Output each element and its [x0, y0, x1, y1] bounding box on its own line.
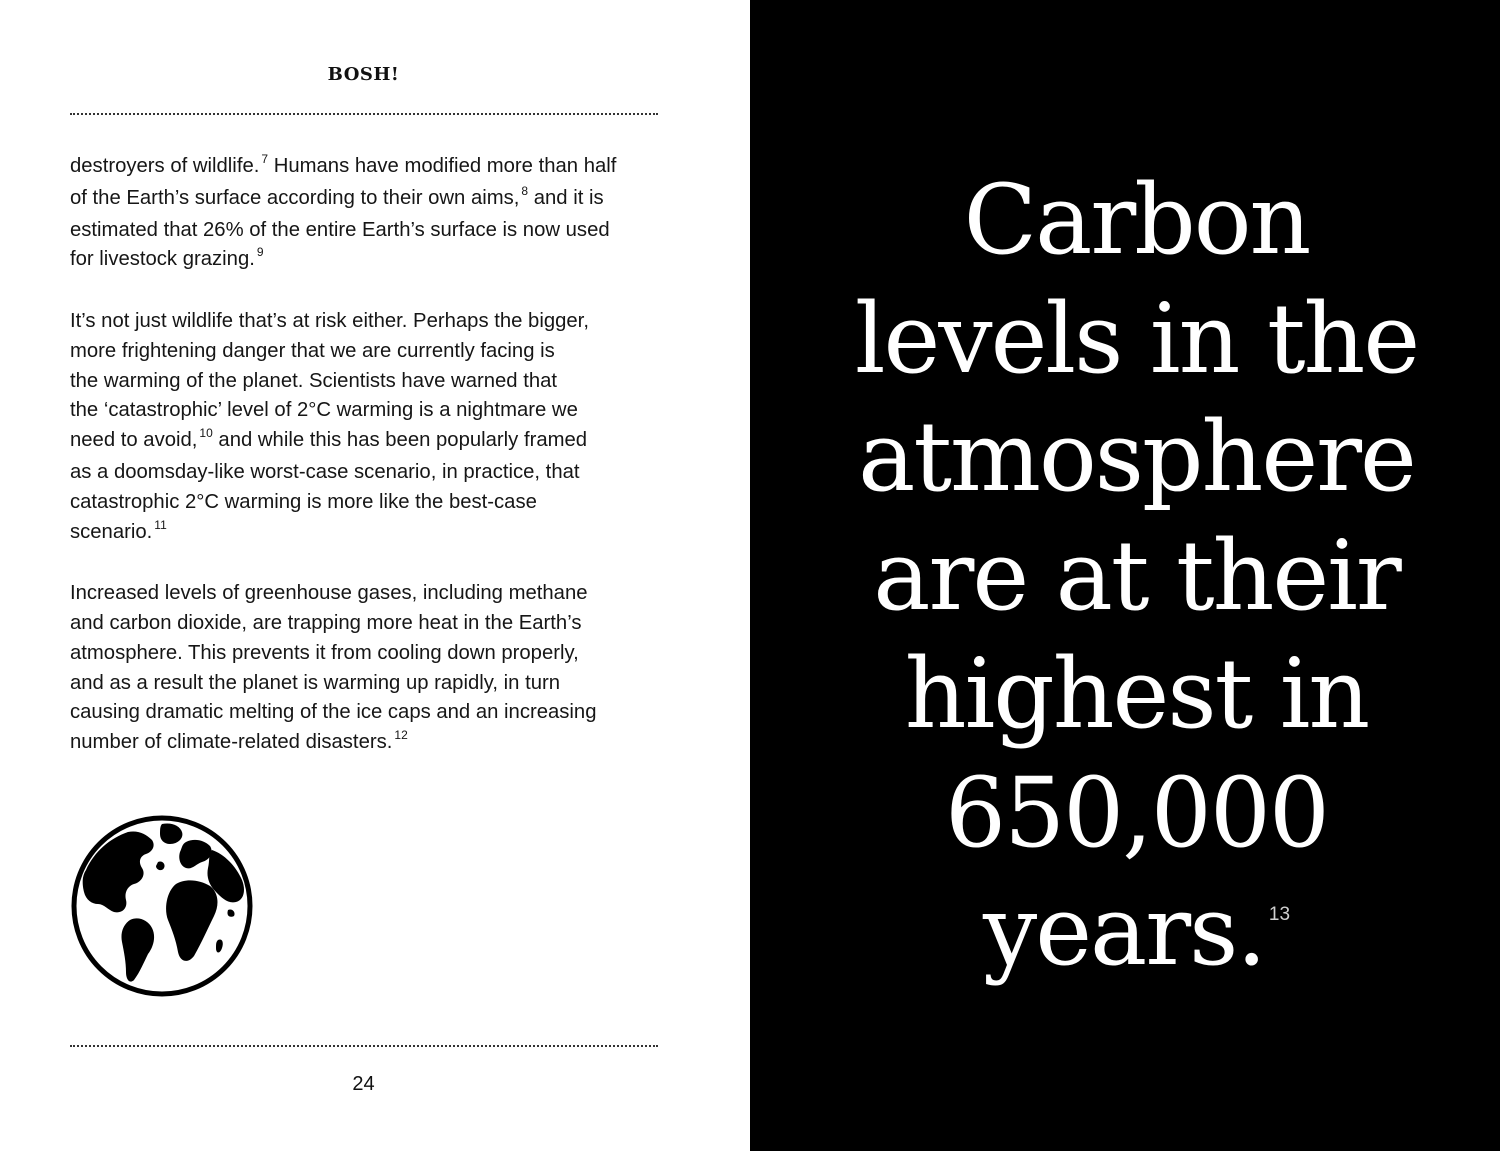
quote-last-line — [750, 872, 1500, 1019]
page-number: 24 — [352, 1073, 375, 1095]
line-text: Increased levels of greenhouse gases, including methane — [70, 582, 588, 605]
footnote-marker: 12 — [394, 728, 408, 743]
globe-icon — [68, 812, 256, 1000]
line-text: catastrophic 2°C warming is more like the best-case — [70, 490, 537, 513]
text-line — [70, 728, 670, 760]
text-line — [70, 396, 670, 426]
line-text: scenario. — [70, 520, 153, 543]
right-page — [750, 0, 1500, 1151]
footnote-marker: 9 — [256, 245, 264, 260]
text-line — [70, 367, 670, 397]
body-text — [70, 152, 670, 790]
text-line — [70, 337, 670, 367]
quote-line: Carbon — [963, 164, 1310, 276]
text-line — [70, 307, 670, 337]
text-line — [70, 518, 670, 550]
line-text: estimated that 26% of the entire Earth’s surface is now used — [70, 218, 610, 241]
pull-quote — [750, 161, 1500, 1019]
footnote-marker: 8 — [521, 183, 529, 198]
line-text: more frightening danger that we are currently facing is — [70, 339, 555, 362]
line-text: and carbon dioxide, are trapping more heat in the Earth’s — [70, 611, 582, 634]
line-text: for livestock grazing. — [70, 248, 255, 271]
quote-line: years. — [982, 875, 1265, 987]
footnote-marker: 11 — [154, 517, 167, 532]
footnote-marker: 7 — [261, 152, 269, 166]
running-head: BOSH! — [327, 64, 400, 85]
text-line — [70, 458, 670, 488]
quote-line: atmosphere — [858, 401, 1415, 513]
line-text: as a doomsday-like worst-case scenario, in practice, that — [70, 460, 580, 483]
quote-line: levels in the — [854, 282, 1419, 395]
text-line — [70, 216, 670, 246]
line-text: of the Earth’s surface according to their own aims, — [70, 186, 520, 209]
text-line — [70, 245, 670, 277]
paragraph — [70, 307, 670, 549]
line-text: It’s not just wildlife that’s at risk either. Perhaps the bigger, — [70, 309, 589, 332]
quote-line: are at their — [873, 519, 1400, 632]
line-text-continued: Humans have modified more than half — [268, 155, 617, 177]
text-line — [70, 609, 670, 639]
text-line — [70, 639, 670, 669]
bottom-dotted-rule — [70, 1045, 658, 1047]
text-line — [70, 426, 670, 458]
line-text: atmosphere. This prevents it from cooling down properly, — [70, 641, 579, 664]
quote-footnote-marker: 13 — [1268, 904, 1291, 925]
quote-line: 650,000 — [945, 756, 1328, 869]
line-text: the warming of the planet. Scientists have warned that — [70, 369, 558, 392]
text-line — [70, 669, 670, 699]
text-line — [70, 152, 670, 184]
line-text: destroyers of wildlife. — [70, 155, 260, 177]
quote-line: highest in — [904, 638, 1369, 750]
line-text: and as a result the planet is warming up rapidly, in turn — [70, 671, 561, 694]
line-text: the ‘catastrophic’ level of 2°C warming is a nightmare we — [70, 399, 578, 422]
line-text-continued: and while this has been popularly framed — [212, 429, 588, 452]
footnote-marker: 10 — [199, 426, 213, 441]
text-line — [70, 488, 670, 518]
top-dotted-rule — [70, 113, 658, 115]
paragraph — [70, 579, 670, 760]
text-line — [70, 184, 670, 216]
text-line — [70, 579, 670, 609]
paragraph — [70, 152, 670, 277]
line-text: number of climate-related disasters. — [70, 731, 393, 754]
text-line — [70, 698, 670, 728]
line-text-continued: and it is — [528, 186, 604, 209]
line-text: causing dramatic melting of the ice caps and an increasing — [70, 701, 597, 724]
line-text: need to avoid, — [70, 429, 198, 452]
